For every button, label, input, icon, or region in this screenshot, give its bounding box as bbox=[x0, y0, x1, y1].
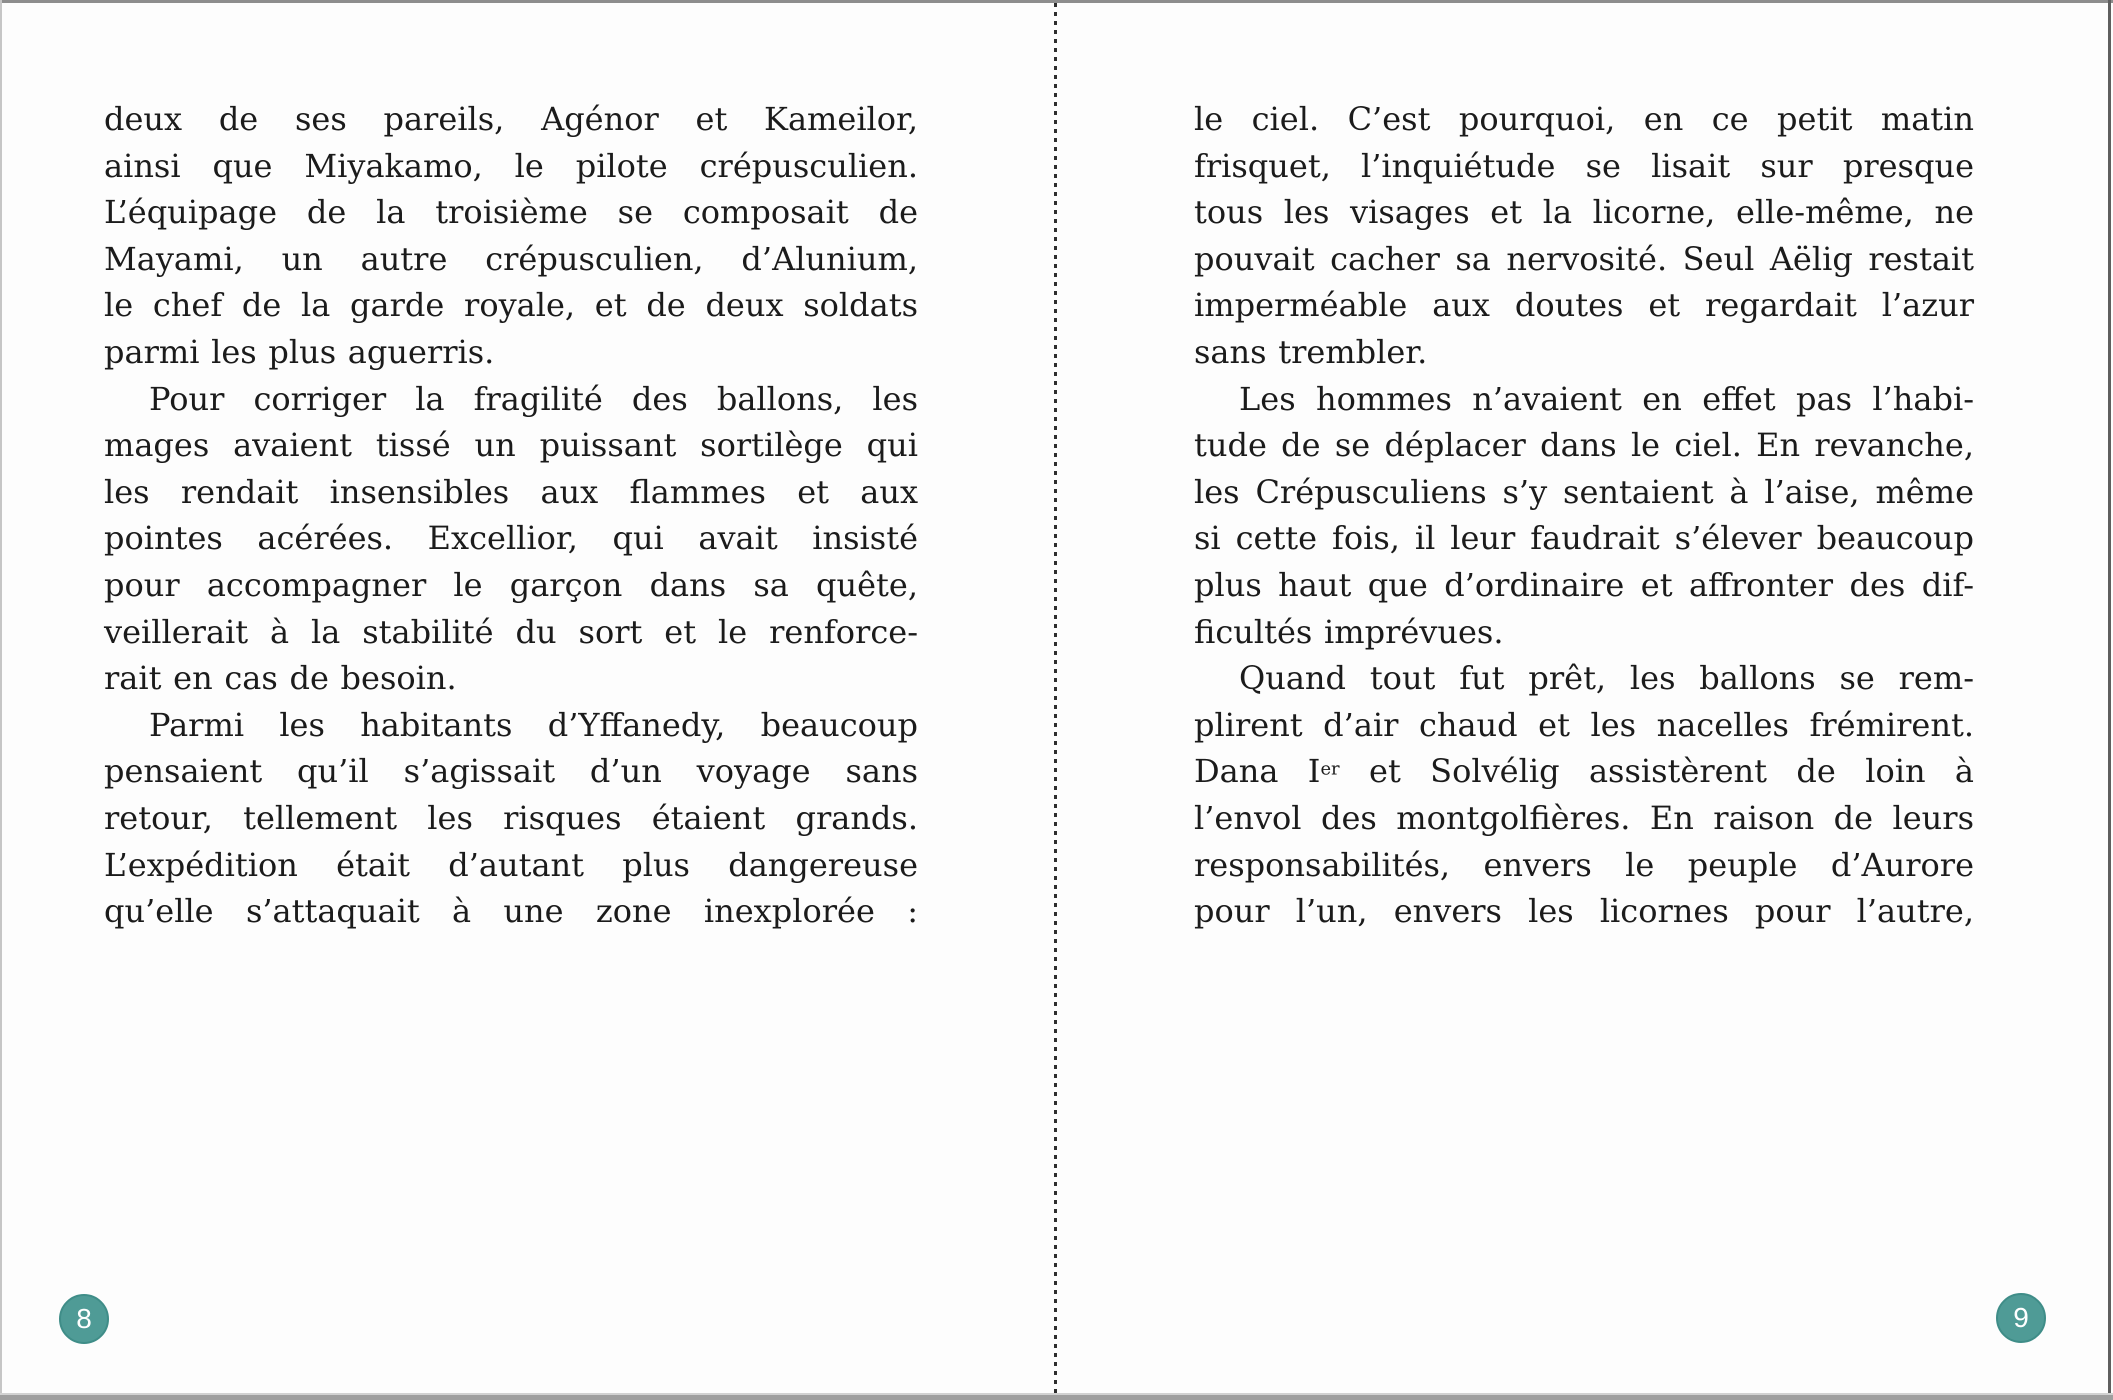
text-line: ainsi que Miyakamo, le pilote crépusculien. bbox=[104, 146, 918, 185]
text-line: pour l’un, envers les licornes pour l’autre, bbox=[1194, 892, 1974, 931]
text-line: deux de ses pareils, Agénor et Kameilor, bbox=[104, 100, 918, 138]
text-line: Dana Ier et Solvélig assistèrent de loin à bbox=[1194, 752, 1975, 791]
text-line: responsabilités, envers le peuple d’Aurore bbox=[1194, 845, 1974, 884]
scan-edge-left bbox=[0, 0, 2, 1400]
scan-edge-right bbox=[2108, 0, 2111, 1400]
text-line: L’expédition était d’autant plus dangereuse bbox=[104, 845, 918, 884]
text-line: mages avaient tissé un puissant sortilège qui bbox=[104, 426, 918, 465]
text-line: l’envol des montgolfières. En raison de leurs bbox=[1194, 798, 1974, 837]
text-line: pour accompagner le garçon dans sa quête, bbox=[104, 565, 918, 604]
text-line: parmi les plus aguerris. bbox=[104, 332, 495, 371]
text-line: Mayami, un autre crépusculien, d’Alunium, bbox=[104, 239, 918, 278]
text-line: pouvait cacher sa nervosité. Seul Aëlig restait bbox=[1194, 239, 1974, 278]
text-line: sans trembler. bbox=[1194, 332, 1428, 371]
page-number-left: 8 bbox=[76, 1303, 92, 1334]
text-line: le ciel. C’est pourquoi, en ce petit matin bbox=[1194, 100, 1974, 138]
text-line: pensaient qu’il s’agissait d’un voyage sans bbox=[104, 752, 918, 791]
text-line: le chef de la garde royale, et de deux soldats bbox=[104, 286, 918, 325]
text-line: Parmi les habitants d’Yffanedy, beaucoup bbox=[149, 705, 918, 744]
text-line: rait en cas de besoin. bbox=[104, 659, 457, 698]
text-line: Quand tout fut prêt, les ballons se rem- bbox=[1239, 659, 1974, 698]
text-line: imperméable aux doutes et regardait l’azur bbox=[1194, 286, 1974, 325]
page-gutter-dashed-line bbox=[1054, 3, 1057, 1393]
text-line: Les hommes n’avaient en effet pas l’habi- bbox=[1239, 379, 1974, 418]
text-line: les Crépusculiens s’y sentaient à l’aise, même bbox=[1194, 472, 1974, 511]
text-line: veillerait à la stabilité du sort et le renforce- bbox=[104, 612, 918, 651]
text-line: ficultés imprévues. bbox=[1194, 612, 1504, 651]
text-line: pointes acérées. Excellior, qui avait insisté bbox=[104, 519, 918, 558]
text-line: retour, tellement les risques étaient grands. bbox=[104, 798, 918, 837]
text-line: frisquet, l’inquiétude se lisait sur presque bbox=[1194, 146, 1974, 185]
text-line: plirent d’air chaud et les nacelles frémirent. bbox=[1194, 705, 1974, 744]
page-number-badge-right bbox=[1996, 1293, 2046, 1343]
text-line: si cette fois, il leur faudrait s’élever beaucoup bbox=[1194, 519, 1974, 558]
text-line: qu’elle s’attaquait à une zone inexplorée : bbox=[104, 892, 918, 931]
text-line: plus haut que d’ordinaire et affronter des dif- bbox=[1194, 565, 1974, 604]
ordinal-superscript: er bbox=[1320, 758, 1340, 780]
page-number-right: 9 bbox=[2013, 1302, 2029, 1333]
text-line: tude de se déplacer dans le ciel. En revanche, bbox=[1194, 426, 1974, 465]
scan-edge-bottom bbox=[0, 1393, 2113, 1400]
page-left-text-column bbox=[104, 96, 918, 935]
page-right-text-column bbox=[1194, 96, 1974, 935]
page-number-badge-left bbox=[59, 1294, 109, 1344]
text-line: tous les visages et la licorne, elle-même, ne bbox=[1194, 193, 1974, 232]
text-line: Pour corriger la fragilité des ballons, les bbox=[149, 379, 918, 418]
text-line: L’équipage de la troisième se composait de bbox=[104, 193, 918, 232]
text-line: les rendait insensibles aux flammes et aux bbox=[104, 472, 918, 511]
